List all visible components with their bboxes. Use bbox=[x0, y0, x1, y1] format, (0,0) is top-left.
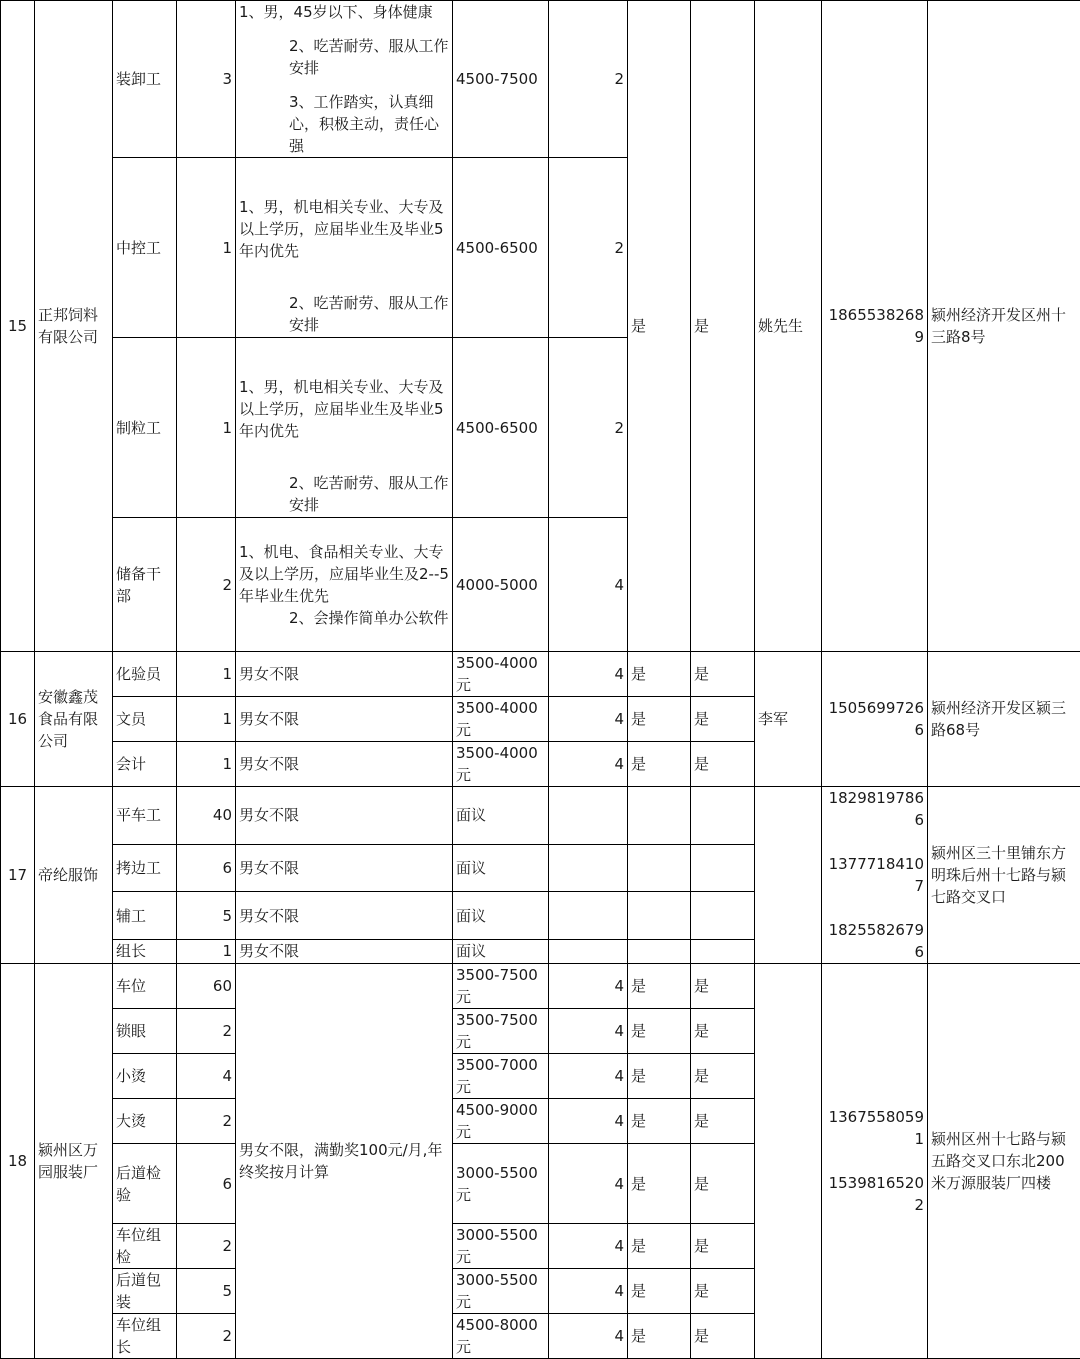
job-count: 1 bbox=[177, 338, 236, 518]
housing-provided: 是 bbox=[628, 1314, 691, 1359]
housing-provided bbox=[628, 892, 691, 939]
contact-phone: 18255826796 bbox=[825, 919, 924, 963]
job-count: 5 bbox=[177, 1269, 236, 1314]
salary: 3500-4000元 bbox=[453, 697, 549, 742]
insurance: 4 bbox=[549, 1269, 628, 1314]
insurance: 2 bbox=[549, 338, 628, 518]
housing-provided: 是 bbox=[628, 1269, 691, 1314]
meals-provided: 是 bbox=[691, 1269, 755, 1314]
job-count: 5 bbox=[177, 892, 236, 939]
table-row bbox=[1, 1, 1080, 158]
salary: 3000-5500元 bbox=[453, 1269, 549, 1314]
housing-provided: 是 bbox=[628, 652, 691, 697]
insurance: 4 bbox=[549, 1054, 628, 1099]
housing-provided: 是 bbox=[628, 697, 691, 742]
salary: 面议 bbox=[453, 787, 549, 845]
insurance: 4 bbox=[549, 1099, 628, 1144]
company-address: 颍州经济开发区州十三路8号 bbox=[928, 1, 1080, 652]
job-count: 1 bbox=[177, 939, 236, 963]
housing-provided: 是 bbox=[628, 1099, 691, 1144]
meals-provided bbox=[691, 787, 755, 845]
insurance: 4 bbox=[549, 1314, 628, 1359]
salary: 3000-5500元 bbox=[453, 1224, 549, 1269]
company-number: 18 bbox=[1, 964, 35, 1359]
job-title: 化验员 bbox=[113, 652, 177, 697]
job-title: 后道检验 bbox=[113, 1144, 177, 1224]
job-title: 中控工 bbox=[113, 158, 177, 338]
housing-provided bbox=[628, 787, 691, 845]
insurance: 4 bbox=[549, 697, 628, 742]
job-count: 1 bbox=[177, 697, 236, 742]
contact-person: 姚先生 bbox=[755, 1, 822, 652]
insurance: 4 bbox=[549, 742, 628, 787]
contact-person bbox=[755, 964, 822, 1359]
requirement-item: 1、男，机电相关专业、大专及以上学历，应届毕业生及毕业5年内优先 bbox=[239, 196, 449, 262]
salary: 面议 bbox=[453, 892, 549, 939]
salary: 4500-9000元 bbox=[453, 1099, 549, 1144]
salary: 3500-7500元 bbox=[453, 964, 549, 1009]
meals-provided: 是 bbox=[691, 1144, 755, 1224]
insurance: 4 bbox=[549, 652, 628, 697]
meals-provided: 是 bbox=[691, 1099, 755, 1144]
meals-provided bbox=[691, 939, 755, 963]
job-count: 60 bbox=[177, 964, 236, 1009]
insurance bbox=[549, 787, 628, 845]
requirement-item: 1、男，机电相关专业、大专及以上学历，应届毕业生及毕业5年内优先 bbox=[239, 376, 449, 442]
job-requirements: 男女不限 bbox=[236, 652, 453, 697]
table-row bbox=[1, 652, 1080, 697]
contact-phone: 18655382689 bbox=[822, 1, 928, 652]
job-count: 6 bbox=[177, 844, 236, 891]
company-name: 帝纶服饰 bbox=[35, 787, 113, 964]
contact-phones bbox=[822, 964, 928, 1359]
job-title: 组长 bbox=[113, 939, 177, 963]
job-title: 小烫 bbox=[113, 1054, 177, 1099]
insurance bbox=[549, 939, 628, 963]
insurance: 2 bbox=[549, 1, 628, 158]
job-title: 装卸工 bbox=[113, 1, 177, 158]
meals-provided: 是 bbox=[691, 1054, 755, 1099]
requirement-item: 1、男，45岁以下、身体健康 bbox=[239, 1, 449, 23]
contact-phone: 13777184107 bbox=[825, 853, 924, 897]
housing-provided: 是 bbox=[628, 964, 691, 1009]
meals-provided: 是 bbox=[691, 1, 755, 652]
company-number: 15 bbox=[1, 1, 35, 652]
housing-provided: 是 bbox=[628, 1054, 691, 1099]
contact-phones bbox=[822, 787, 928, 964]
job-requirements: 男女不限 bbox=[236, 787, 453, 845]
job-title: 大烫 bbox=[113, 1099, 177, 1144]
job-requirements: 男女不限 bbox=[236, 939, 453, 963]
contact-phone: 15056997266 bbox=[822, 652, 928, 787]
salary: 4500-8000元 bbox=[453, 1314, 549, 1359]
table-row bbox=[1, 787, 1080, 845]
insurance: 4 bbox=[549, 1009, 628, 1054]
job-count: 2 bbox=[177, 1099, 236, 1144]
job-requirements: 男女不限 bbox=[236, 697, 453, 742]
job-title: 会计 bbox=[113, 742, 177, 787]
job-requirements: 男女不限，满勤奖100元/月,年终奖按月计算 bbox=[236, 964, 453, 1359]
job-count: 1 bbox=[177, 158, 236, 338]
insurance: 4 bbox=[549, 964, 628, 1009]
housing-provided bbox=[628, 939, 691, 963]
company-address: 颍州区州十七路与颍五路交叉口东北200米万源服装厂四楼 bbox=[928, 964, 1080, 1359]
requirement-item: 2、吃苦耐劳、服从工作安排 bbox=[239, 292, 449, 336]
company-name: 颍州区万园服装厂 bbox=[35, 964, 113, 1359]
salary: 面议 bbox=[453, 939, 549, 963]
company-address: 颍州经济开发区颍三路68号 bbox=[928, 652, 1080, 787]
job-title: 锁眼 bbox=[113, 1009, 177, 1054]
job-count: 2 bbox=[177, 1224, 236, 1269]
salary: 4500-7500 bbox=[453, 1, 549, 158]
company-number: 16 bbox=[1, 652, 35, 787]
job-requirements bbox=[236, 518, 453, 652]
meals-provided: 是 bbox=[691, 1009, 755, 1054]
housing-provided: 是 bbox=[628, 1144, 691, 1224]
requirement-item: 1、机电、食品相关专业、大专及以上学历，应届毕业生及2--5年毕业生优先 bbox=[239, 541, 449, 607]
company-address: 颍州区三十里铺东方明珠后州十七路与颍七路交叉口 bbox=[928, 787, 1080, 964]
job-title: 文员 bbox=[113, 697, 177, 742]
contact-person: 李军 bbox=[755, 652, 822, 787]
job-count: 40 bbox=[177, 787, 236, 845]
salary: 4500-6500 bbox=[453, 158, 549, 338]
job-title: 车位组检 bbox=[113, 1224, 177, 1269]
insurance: 4 bbox=[549, 1144, 628, 1224]
salary: 3000-5500元 bbox=[453, 1144, 549, 1224]
insurance: 4 bbox=[549, 1224, 628, 1269]
salary: 3500-4000元 bbox=[453, 652, 549, 697]
job-count: 3 bbox=[177, 1, 236, 158]
job-count: 2 bbox=[177, 1009, 236, 1054]
company-name: 正邦饲料有限公司 bbox=[35, 1, 113, 652]
job-count: 2 bbox=[177, 1314, 236, 1359]
salary: 面议 bbox=[453, 844, 549, 891]
insurance bbox=[549, 844, 628, 891]
job-count: 1 bbox=[177, 652, 236, 697]
contact-phone: 13675580591 bbox=[825, 1106, 924, 1150]
meals-provided: 是 bbox=[691, 697, 755, 742]
meals-provided: 是 bbox=[691, 652, 755, 697]
job-count: 4 bbox=[177, 1054, 236, 1099]
housing-provided bbox=[628, 844, 691, 891]
meals-provided: 是 bbox=[691, 742, 755, 787]
job-title: 拷边工 bbox=[113, 844, 177, 891]
requirement-item: 2、吃苦耐劳、服从工作安排 bbox=[239, 472, 449, 516]
salary: 3500-7500元 bbox=[453, 1009, 549, 1054]
job-title: 车位组长 bbox=[113, 1314, 177, 1359]
insurance bbox=[549, 892, 628, 939]
table-row bbox=[1, 964, 1080, 1009]
meals-provided: 是 bbox=[691, 1224, 755, 1269]
contact-phone: 18298197866 bbox=[825, 787, 924, 831]
job-count: 1 bbox=[177, 742, 236, 787]
job-requirements bbox=[236, 158, 453, 338]
housing-provided: 是 bbox=[628, 1009, 691, 1054]
job-requirements bbox=[236, 1, 453, 158]
job-requirements bbox=[236, 338, 453, 518]
insurance: 2 bbox=[549, 158, 628, 338]
job-count: 2 bbox=[177, 518, 236, 652]
requirement-item: 2、会操作简单办公软件 bbox=[239, 607, 449, 629]
job-requirements: 男女不限 bbox=[236, 892, 453, 939]
meals-provided bbox=[691, 892, 755, 939]
housing-provided: 是 bbox=[628, 1, 691, 652]
meals-provided: 是 bbox=[691, 1314, 755, 1359]
salary: 4000-5000 bbox=[453, 518, 549, 652]
job-title: 车位 bbox=[113, 964, 177, 1009]
requirement-item: 2、吃苦耐劳、服从工作安排 bbox=[239, 35, 449, 79]
company-name: 安徽鑫茂食品有限公司 bbox=[35, 652, 113, 787]
job-count: 6 bbox=[177, 1144, 236, 1224]
contact-phone: 15398165202 bbox=[825, 1172, 924, 1216]
salary: 4500-6500 bbox=[453, 338, 549, 518]
company-number: 17 bbox=[1, 787, 35, 964]
job-title: 制粒工 bbox=[113, 338, 177, 518]
job-title: 储备干部 bbox=[113, 518, 177, 652]
salary: 3500-4000元 bbox=[453, 742, 549, 787]
requirement-item: 3、工作踏实，认真细心，积极主动，责任心强 bbox=[239, 91, 449, 157]
meals-provided: 是 bbox=[691, 964, 755, 1009]
job-title: 辅工 bbox=[113, 892, 177, 939]
housing-provided: 是 bbox=[628, 742, 691, 787]
housing-provided: 是 bbox=[628, 1224, 691, 1269]
insurance: 4 bbox=[549, 518, 628, 652]
job-requirements: 男女不限 bbox=[236, 742, 453, 787]
meals-provided bbox=[691, 844, 755, 891]
job-title: 后道包装 bbox=[113, 1269, 177, 1314]
job-title: 平车工 bbox=[113, 787, 177, 845]
job-requirements: 男女不限 bbox=[236, 844, 453, 891]
salary: 3500-7000元 bbox=[453, 1054, 549, 1099]
contact-person bbox=[755, 787, 822, 964]
